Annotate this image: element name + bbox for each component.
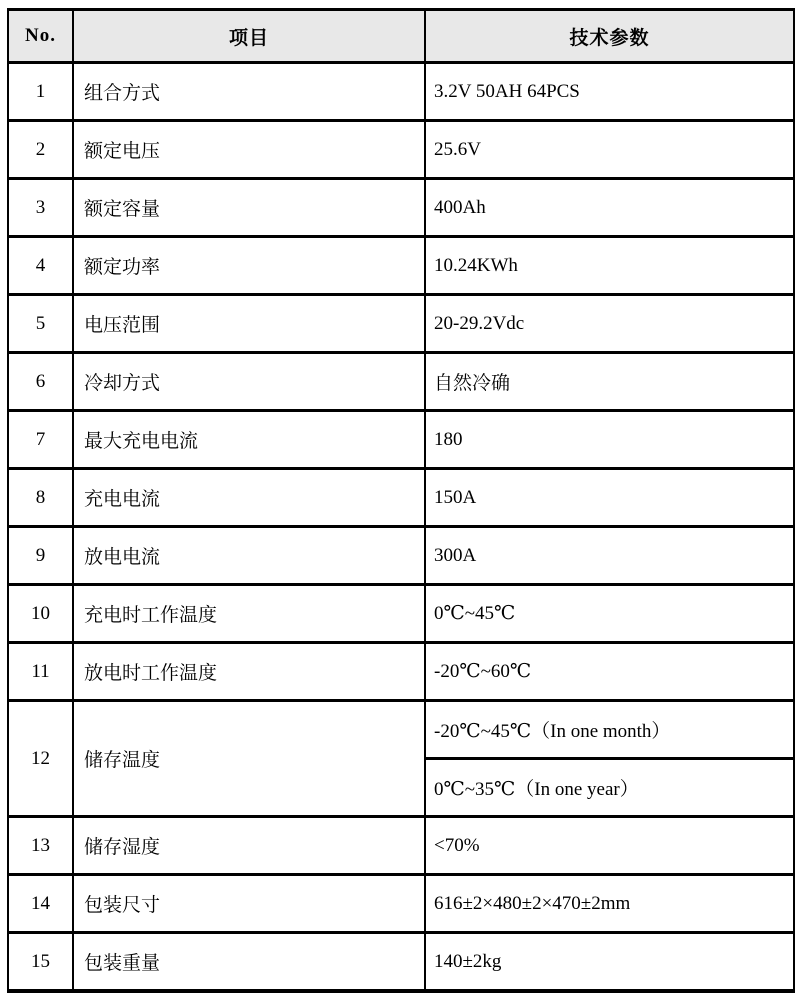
header-row — [8, 10, 794, 63]
table-row — [8, 121, 794, 179]
row-param-cell: 300A — [425, 527, 794, 585]
row-item-cell: 储存湿度 — [73, 817, 425, 875]
table-row — [8, 63, 794, 121]
table-row — [8, 643, 794, 701]
row-number-cell: 4 — [8, 237, 73, 295]
row-param-cell: -20℃~45℃（In one month） — [425, 701, 794, 759]
row-number-cell: 7 — [8, 411, 73, 469]
row-item-cell: 充电电流 — [73, 469, 425, 527]
header-cell-no: No. — [8, 10, 73, 63]
row-number-cell: 11 — [8, 643, 73, 701]
row-param-cell: 3.2V 50AH 64PCS — [425, 63, 794, 121]
table-row — [8, 701, 794, 759]
row-item-cell: 充电时工作温度 — [73, 585, 425, 643]
table-row — [8, 817, 794, 875]
row-number-cell: 14 — [8, 875, 73, 933]
row-item-cell: 包装重量 — [73, 933, 425, 992]
row-item-cell: 额定功率 — [73, 237, 425, 295]
row-number-cell: 6 — [8, 353, 73, 411]
row-number-cell: 12 — [8, 701, 73, 817]
row-number-cell: 10 — [8, 585, 73, 643]
row-param-cell: 25.6V — [425, 121, 794, 179]
spec-table-body — [8, 63, 794, 992]
header-cell-param: 技术参数 — [425, 10, 794, 63]
row-param-cell: 140±2kg — [425, 933, 794, 992]
row-item-cell: 储存温度 — [73, 701, 425, 817]
row-item-cell: 放电时工作温度 — [73, 643, 425, 701]
row-number-cell: 9 — [8, 527, 73, 585]
row-param-cell: 20-29.2Vdc — [425, 295, 794, 353]
row-number-cell: 13 — [8, 817, 73, 875]
table-row — [8, 237, 794, 295]
row-number-cell: 2 — [8, 121, 73, 179]
table-row — [8, 469, 794, 527]
row-param-cell: 150A — [425, 469, 794, 527]
row-number-cell: 15 — [8, 933, 73, 992]
row-param-cell: 180 — [425, 411, 794, 469]
table-row — [8, 411, 794, 469]
row-param-cell: 0℃~45℃ — [425, 585, 794, 643]
row-item-cell: 冷却方式 — [73, 353, 425, 411]
header-cell-item: 项目 — [73, 10, 425, 63]
row-item-cell: 额定容量 — [73, 179, 425, 237]
row-param-cell: 616±2×480±2×470±2mm — [425, 875, 794, 933]
row-param-cell: 自然冷确 — [425, 353, 794, 411]
row-param-cell: -20℃~60℃ — [425, 643, 794, 701]
row-item-cell: 组合方式 — [73, 63, 425, 121]
row-param-cell: 0℃~35℃（In one year） — [425, 759, 794, 817]
row-item-cell: 放电电流 — [73, 527, 425, 585]
row-number-cell: 8 — [8, 469, 73, 527]
row-param-cell: 10.24KWh — [425, 237, 794, 295]
table-row — [8, 585, 794, 643]
row-param-cell: 400Ah — [425, 179, 794, 237]
row-item-cell: 额定电压 — [73, 121, 425, 179]
row-item-cell: 包装尺寸 — [73, 875, 425, 933]
table-row — [8, 353, 794, 411]
row-number-cell: 3 — [8, 179, 73, 237]
table-row — [8, 179, 794, 237]
table-row — [8, 295, 794, 353]
spec-table — [7, 8, 795, 993]
row-param-cell: <70% — [425, 817, 794, 875]
row-item-cell: 最大充电电流 — [73, 411, 425, 469]
table-row — [8, 875, 794, 933]
row-item-cell: 电压范围 — [73, 295, 425, 353]
table-row — [8, 933, 794, 992]
row-number-cell: 5 — [8, 295, 73, 353]
table-row — [8, 527, 794, 585]
row-number-cell: 1 — [8, 63, 73, 121]
